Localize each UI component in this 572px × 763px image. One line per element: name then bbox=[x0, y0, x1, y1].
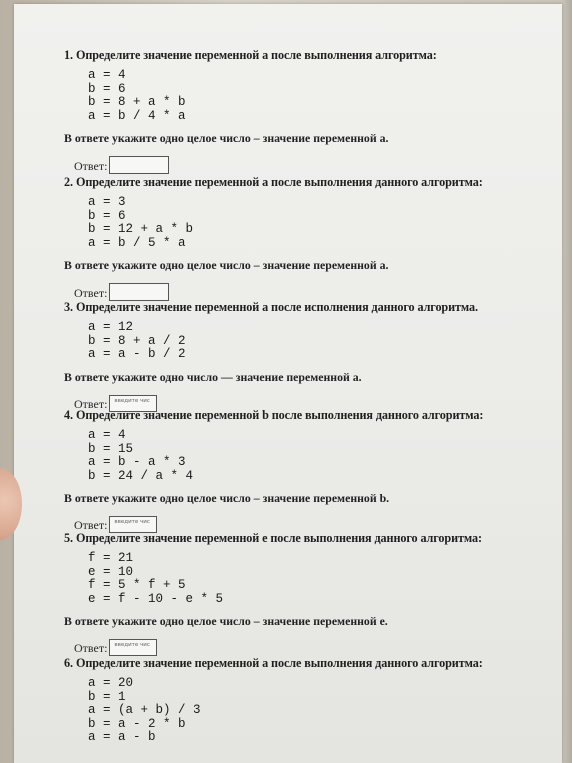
code-block bbox=[88, 429, 534, 483]
code-line: a = 4 bbox=[88, 68, 126, 82]
code-line: a = 20 bbox=[88, 676, 134, 690]
answer-label: Ответ: bbox=[74, 159, 108, 174]
answer-instruction: В ответе укажите одно целое число – значение переменной e. bbox=[64, 614, 388, 629]
code-line: b = 12 + a * b bbox=[88, 222, 194, 237]
code-line: a = b / 4 * a bbox=[88, 108, 186, 123]
code-line: b = 8 + a * b bbox=[88, 95, 186, 110]
answer-instruction: В ответе укажите одно целое число – значение переменной b. bbox=[64, 491, 390, 506]
answer-row bbox=[74, 156, 534, 174]
code-line: b = 6 bbox=[88, 208, 126, 223]
answer-instruction: В ответе укажите одно число — значение переменной a. bbox=[64, 369, 362, 384]
answer-field[interactable]: введите чис bbox=[109, 516, 157, 533]
answer-label: Ответ: bbox=[74, 641, 108, 656]
task-4 bbox=[64, 408, 534, 533]
code-block bbox=[88, 69, 534, 123]
answer-field[interactable]: введите чис bbox=[109, 639, 157, 656]
code-line: a = 12 bbox=[88, 320, 134, 334]
code-line: a = b / 5 * a bbox=[88, 235, 186, 250]
code-line: b = 1 bbox=[88, 689, 126, 704]
answer-instruction: В ответе укажите одно целое число – значение переменной a. bbox=[64, 131, 389, 146]
answer-field[interactable]: введите чис bbox=[109, 395, 157, 412]
task-title: 4. Определите значение переменной b после выполнения данного алгоритма: bbox=[64, 408, 484, 422]
code-line: e = f - 10 - e * 5 bbox=[88, 591, 224, 606]
task-2 bbox=[64, 175, 534, 301]
code-block bbox=[88, 196, 534, 250]
task-title: 6. Определите значение переменной a после выполнения данного алгоритма: bbox=[64, 656, 483, 670]
task-title: 3. Определите значение переменной a после исполнения данного алгоритма. bbox=[64, 300, 478, 314]
answer-row bbox=[74, 639, 534, 656]
answer-instruction: В ответе укажите одно целое число – значение переменной a. bbox=[64, 258, 389, 273]
code-line: f = 21 bbox=[88, 551, 134, 565]
answer-label: Ответ: bbox=[74, 518, 108, 533]
code-line: a = a - b / 2 bbox=[88, 347, 186, 362]
answer-field[interactable] bbox=[109, 283, 169, 301]
task-title: 2. Определите значение переменной a после выполнения данного алгоритма: bbox=[64, 175, 483, 189]
code-line: b = 6 bbox=[88, 81, 126, 96]
answer-row bbox=[74, 283, 534, 301]
code-block bbox=[88, 677, 534, 745]
answer-field[interactable] bbox=[109, 156, 169, 174]
task-3 bbox=[64, 300, 534, 412]
code-line: b = 15 bbox=[88, 441, 134, 456]
code-line: f = 5 * f + 5 bbox=[88, 578, 186, 593]
code-block bbox=[88, 552, 534, 606]
code-block bbox=[88, 321, 534, 362]
code-line: b = 8 + a / 2 bbox=[88, 333, 186, 348]
code-line: a = a - b bbox=[88, 730, 156, 745]
task-1 bbox=[64, 48, 534, 174]
code-line: e = 10 bbox=[88, 564, 134, 579]
code-line: a = 4 bbox=[88, 428, 126, 442]
task-title: 5. Определите значение переменной e после выполнения данного алгоритма: bbox=[64, 531, 482, 545]
code-line: b = 24 / a * 4 bbox=[88, 468, 194, 483]
answer-label: Ответ: bbox=[74, 286, 108, 301]
code-line: a = (a + b) / 3 bbox=[88, 703, 201, 718]
code-line: a = 3 bbox=[88, 195, 126, 209]
task-5 bbox=[64, 531, 534, 656]
paper-shadow bbox=[562, 0, 572, 763]
task-6 bbox=[64, 656, 534, 745]
code-line: b = a - 2 * b bbox=[88, 716, 186, 731]
task-title: 1. Определите значение переменной a после выполнения алгоритма: bbox=[64, 48, 437, 62]
code-line: a = b - a * 3 bbox=[88, 455, 186, 470]
answer-label: Ответ: bbox=[74, 396, 108, 411]
